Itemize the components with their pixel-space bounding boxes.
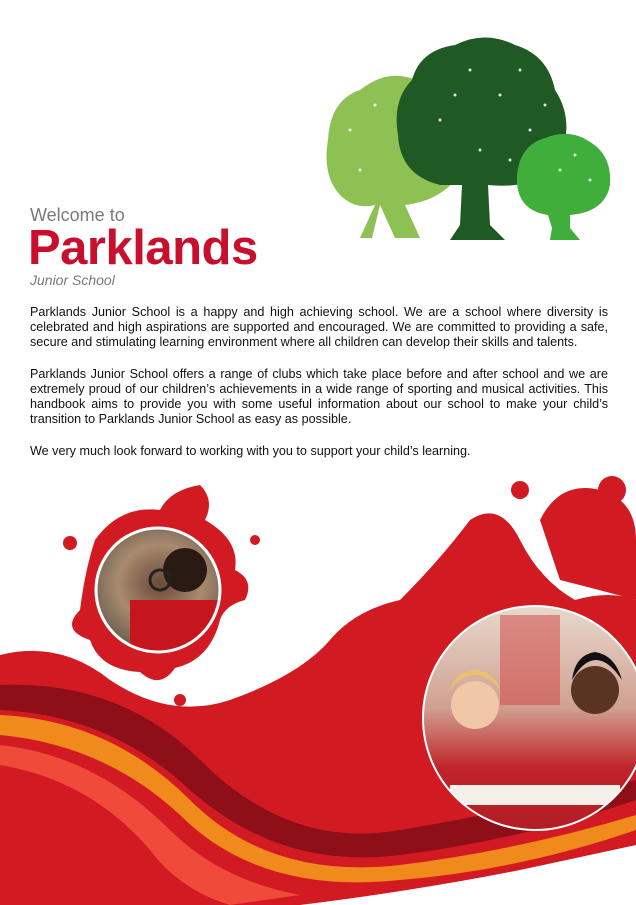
school-title: Parklands (28, 221, 258, 275)
welcome-label: Welcome to (30, 205, 125, 225)
intro-paragraph: We very much look forward to working with you to support your child’s learning. (30, 444, 471, 458)
school-subtitle: Junior School (30, 272, 115, 288)
intro-paragraph: Parklands Junior School offers a range of clubs which take place before and after school and we are extremely proud of our children’s achievements in a wide range of sporting and musical activities. This handbook aims to provide you with some useful information about our school to make your child’s transition to Parklands Junior School as easy as possible. (30, 367, 608, 426)
intro-paragraph: Parklands Junior School is a happy and high achieving school. We are a school where diversity is celebrated and high aspirations are supported and encouraged. We are committed to providing a safe, secure and stimulating learning environment where all children can develop their skills and talents. (30, 305, 608, 349)
